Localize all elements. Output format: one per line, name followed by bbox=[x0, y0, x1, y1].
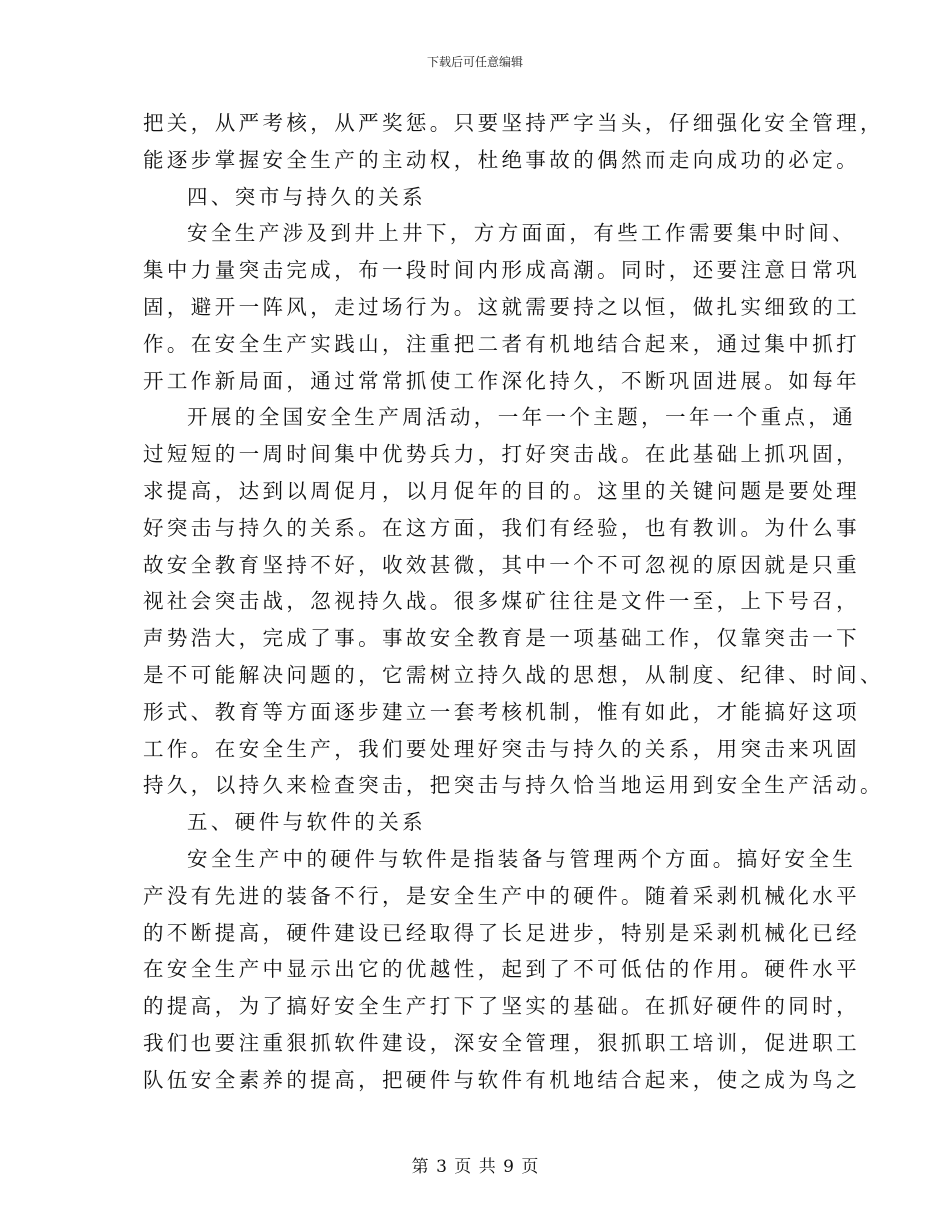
page-number-footer: 第 3 页 共 9 页 bbox=[411, 1157, 539, 1177]
body-line: 故安全教育坚持不好，收效甚微，其中一个不可忽视的原因就是只重 bbox=[143, 552, 860, 577]
body-text bbox=[143, 105, 884, 1099]
body-line: 形式、教育等方面逐步建立一套考核机制，惟有如此，才能搞好这项 bbox=[143, 699, 860, 724]
body-line: 工作。在安全生产，我们要处理好突击与持久的关系，用突击来巩固 bbox=[143, 736, 860, 761]
body-line: 能逐步掌握安全生产的主动权，杜绝事故的偶然而走向成功的必定。 bbox=[143, 147, 860, 172]
body-line: 的提高，为了搞好安全生产打下了坚实的基础。在抓好硬件的同时， bbox=[143, 994, 860, 1019]
body-line: 过短短的一周时间集中优势兵力，打好突击战。在此基础上抓巩固， bbox=[143, 442, 860, 467]
body-line: 开工作新局面，通过常常抓使工作深化持久，不断巩固进展。如每年 bbox=[143, 368, 860, 393]
body-line: 持久，以持久来检查突击，把突击与持久恰当地运用到安全生产活动。 bbox=[143, 773, 884, 798]
body-line: 是不可能解决问题的，它需树立持久战的思想，从制度、纪律、时间、 bbox=[143, 662, 884, 687]
body-line: 视社会突击战，忽视持久战。很多煤矿往往是文件一至，上下号召， bbox=[143, 589, 860, 614]
page-header: 下载后可任意编辑 bbox=[426, 55, 523, 69]
body-line: 产没有先进的装备不行，是安全生产中的硬件。随着采剥机械化水平 bbox=[143, 883, 860, 908]
body-line: 作。在安全生产实践山，注重把二者有机地结合起来，通过集中抓打 bbox=[143, 331, 860, 356]
section-heading: 五、硬件与软件的关系 bbox=[187, 810, 426, 835]
body-line: 安全生产涉及到井上井下，方方面面，有些工作需要集中时间、 bbox=[187, 221, 857, 246]
body-line: 固，避开一阵风，走过场行为。这就需要持之以恒，做扎实细致的工 bbox=[143, 294, 860, 319]
body-line: 声势浩大，完成了事。事故安全教育是一项基础工作，仅靠突击一下 bbox=[143, 626, 860, 651]
body-line: 好突击与持久的关系。在这方面，我们有经验，也有教训。为什么事 bbox=[143, 515, 860, 540]
section-heading: 四、突市与持久的关系 bbox=[187, 184, 426, 209]
body-line: 集中力量突击完成，布一段时间内形成高潮。同时，还要注意日常巩 bbox=[143, 258, 860, 283]
body-line: 我们也要注重狠抓软件建设，深安全管理，狠抓职工培训，促进职工 bbox=[143, 1030, 860, 1055]
body-line: 的不断提高，硬件建设已经取得了长足进步，特别是采剥机械化已经 bbox=[143, 920, 860, 945]
body-line: 队伍安全素养的提高，把硬件与软件有机地结合起来，使之成为鸟之 bbox=[143, 1067, 860, 1092]
body-line: 在安全生产中显示出它的优越性，起到了不可低估的作用。硬件水平 bbox=[143, 957, 860, 982]
body-line: 开展的全国安全生产周活动，一年一个主题，一年一个重点，通 bbox=[187, 405, 857, 430]
body-line: 安全生产中的硬件与软件是指装备与管理两个方面。搞好安全生 bbox=[187, 846, 857, 871]
body-line: 求提高，达到以周促月，以月促年的目的。这里的关键问题是要处理 bbox=[143, 478, 860, 503]
body-line: 把关，从严考核，从严奖惩。只要坚持严字当头，仔细强化安全管理， bbox=[143, 111, 884, 135]
